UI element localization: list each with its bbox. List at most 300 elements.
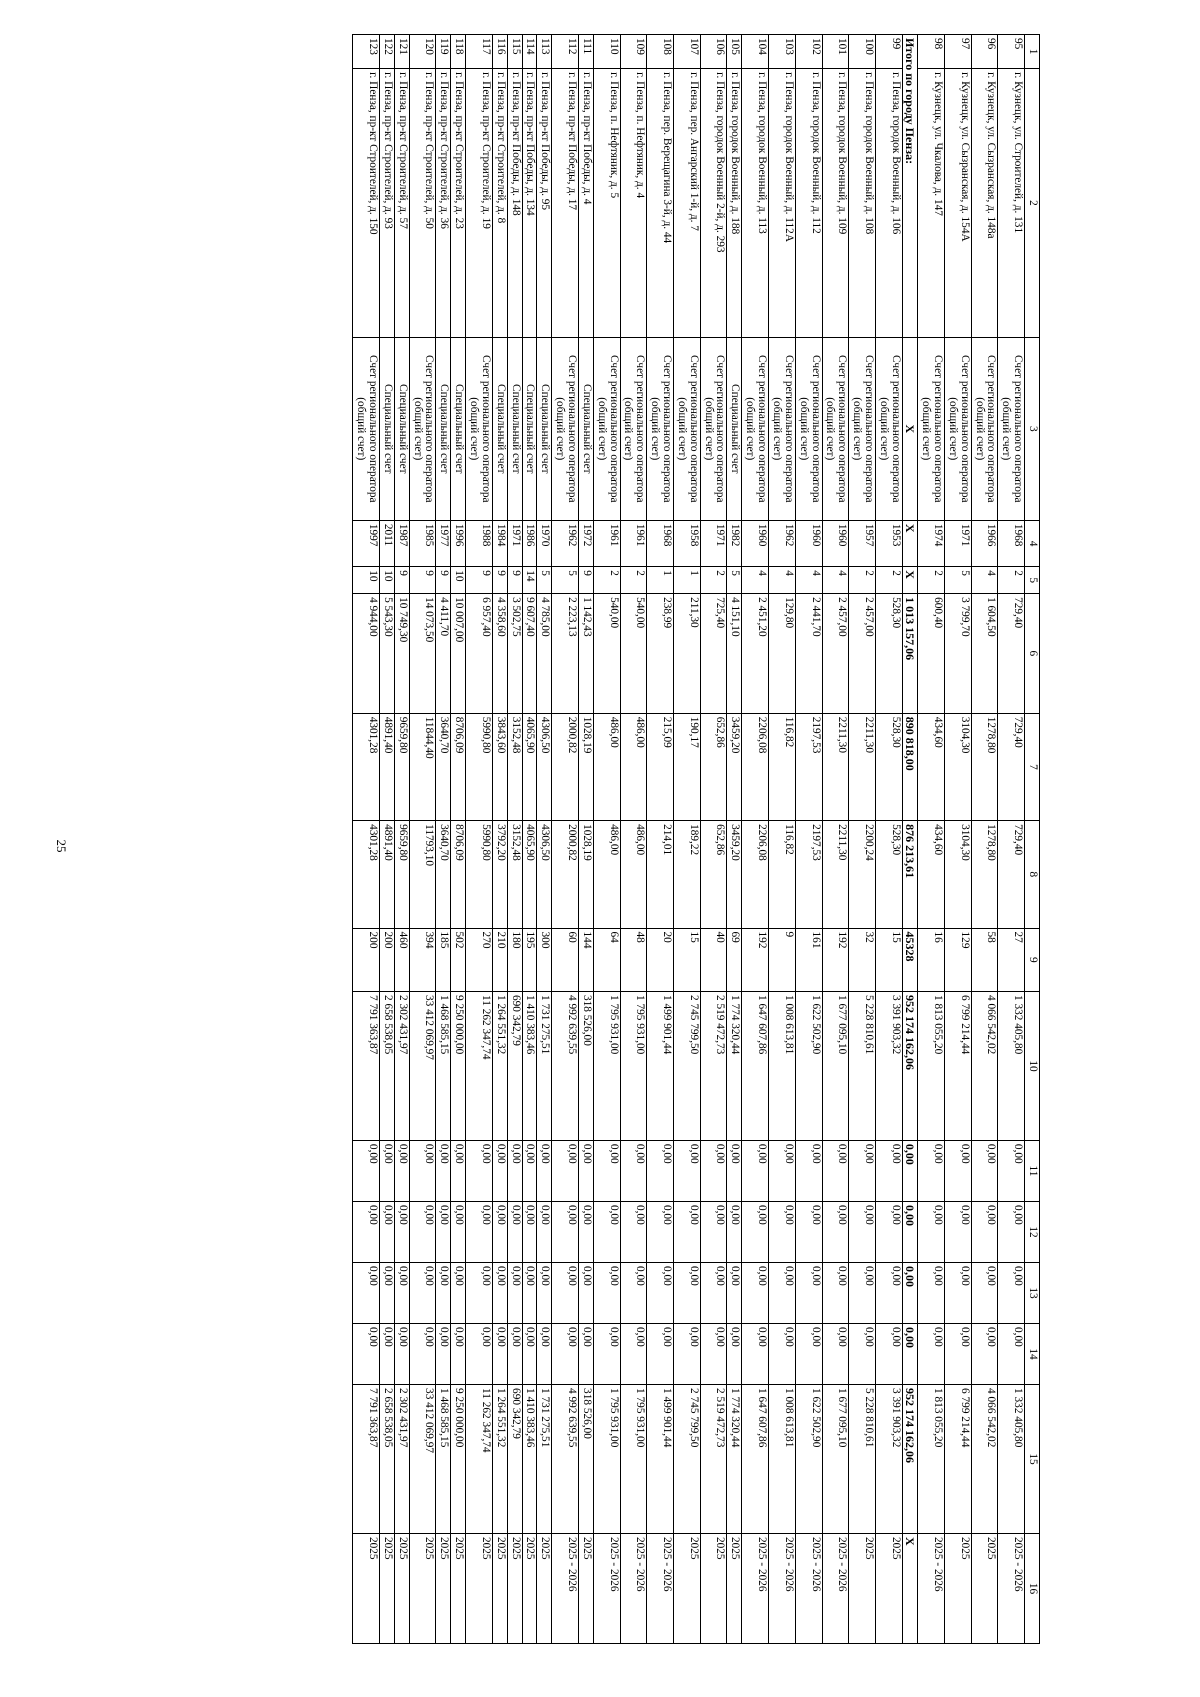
table-cell: 2 [700, 567, 727, 594]
table-cell: 117 [466, 35, 493, 69]
table-cell: 2025 - 2026 [795, 1533, 822, 1643]
table-cell: 45328 [902, 928, 918, 991]
table-cell: 4306,50 [537, 713, 552, 820]
table-cell: 2 451,20 [742, 594, 769, 714]
table-cell: 129,80 [769, 594, 796, 714]
table-cell: 3104,30 [944, 821, 971, 928]
table-cell: 4 151,10 [727, 594, 742, 714]
table-cell: 876 213,61 [902, 821, 918, 928]
table-cell: 0,00 [579, 1140, 594, 1201]
table-cell: 107 [674, 35, 701, 69]
table-cell: 121 [394, 35, 409, 69]
table-cell: 8706,09 [451, 821, 466, 928]
table-cell: 0,00 [537, 1201, 552, 1262]
table-cell: 99 [875, 35, 902, 69]
table-cell: 1960 [742, 520, 769, 566]
table-row [353, 35, 380, 1644]
table-cell: 3792,20 [492, 821, 507, 928]
table-cell: 129 [944, 928, 971, 991]
table-cell: 952 174 162,06 [902, 1385, 918, 1534]
table-cell: 1961 [593, 520, 620, 566]
table-cell: 3640,70 [436, 821, 451, 928]
page-number: 25 [54, 839, 69, 853]
table-cell: 2025 - 2026 [769, 1533, 796, 1643]
table-cell: 2011 [380, 520, 395, 566]
table-cell: 0,00 [579, 1201, 594, 1262]
table-cell: 1986 [522, 520, 537, 566]
table-cell: 0,00 [971, 1262, 998, 1323]
table-cell: 2025 - 2026 [918, 1533, 945, 1643]
table-row [998, 35, 1025, 1644]
table-cell: 2025 [700, 1533, 727, 1643]
table-cell: 0,00 [436, 1262, 451, 1323]
table-cell: 2211,30 [822, 821, 849, 928]
table-cell: 0,00 [507, 1140, 522, 1201]
table-cell: 0,00 [492, 1262, 507, 1323]
column-number: 7 [1025, 713, 1040, 820]
column-number: 10 [1025, 992, 1040, 1141]
table-cell: 725,40 [700, 594, 727, 714]
table-cell: г. Пенза, пр-кт Победы, д. 17 [552, 69, 579, 338]
table-cell: 116,82 [769, 821, 796, 928]
table-cell: 0,00 [902, 1262, 918, 1323]
table-cell: 0,00 [875, 1201, 902, 1262]
table-cell: 1971 [700, 520, 727, 566]
table-cell: 14 [522, 567, 537, 594]
table-cell: 0,00 [742, 1201, 769, 1262]
table-cell: 0,00 [727, 1201, 742, 1262]
table-cell: 0,00 [507, 1262, 522, 1323]
table-cell: Счет регионального оператора (общий счет) [620, 337, 647, 520]
table-cell: 1974 [918, 520, 945, 566]
table-cell: 0,00 [769, 1140, 796, 1201]
table-cell: 2025 - 2026 [552, 1533, 579, 1643]
table-cell: 0,00 [552, 1262, 579, 1323]
capital-repair-table [352, 34, 1040, 1644]
column-number: 11 [1025, 1140, 1040, 1201]
table-cell: 109 [620, 35, 647, 69]
table-cell: 486,00 [620, 821, 647, 928]
table-cell: 0,00 [451, 1324, 466, 1385]
table-cell: 1 731 275,51 [537, 992, 552, 1141]
table-cell: 5 543,30 [380, 594, 395, 714]
table-cell: Специальный счет [436, 337, 451, 520]
table-cell: 0,00 [593, 1201, 620, 1262]
table-cell: 1 677 095,10 [822, 1385, 849, 1534]
table-cell: 195 [522, 928, 537, 991]
table-cell: 144 [579, 928, 594, 991]
table-cell: 0,00 [822, 1324, 849, 1385]
table-cell: 0,00 [849, 1324, 876, 1385]
table-cell: г. Пенза, пер. Ангарский 1-й, д. 7 [674, 69, 701, 338]
table-cell: 2 [620, 567, 647, 594]
table-cell: г. Пенза, пр-кт Победы, д. 4 [579, 69, 594, 338]
table-cell: 1 142,43 [579, 594, 594, 714]
table-row [394, 35, 409, 1644]
table-cell: 116,82 [769, 713, 796, 820]
table-cell: Счет регионального оператора (общий счет) [918, 337, 945, 520]
table-cell: 10 [380, 567, 395, 594]
table-cell: 48 [620, 928, 647, 991]
table-cell: 15 [674, 928, 701, 991]
table-cell: 5 [537, 567, 552, 594]
table-cell: 1996 [451, 520, 466, 566]
table-cell: 2206,08 [742, 713, 769, 820]
table-cell: 2025 [492, 1533, 507, 1643]
table-cell: 5 228 810,61 [849, 1385, 876, 1534]
table-cell: 1 [674, 567, 701, 594]
table-cell: 1278,80 [971, 821, 998, 928]
table-cell: 214,01 [647, 821, 674, 928]
table-cell: 2025 [436, 1533, 451, 1643]
table-cell: г. Пенза, п. Нефтяник, д. 5 [593, 69, 620, 338]
table-cell: 0,00 [674, 1324, 701, 1385]
table-cell: 215,09 [647, 713, 674, 820]
table-cell: 2 [593, 567, 620, 594]
table-cell: 2197,53 [795, 713, 822, 820]
table-cell: 0,00 [466, 1140, 493, 1201]
table-cell: 0,00 [380, 1262, 395, 1323]
table-cell: 0,00 [849, 1140, 876, 1201]
table-cell: 540,00 [593, 594, 620, 714]
table-cell: 0,00 [944, 1201, 971, 1262]
table-cell: Счет регионального оператора (общий счет) [552, 337, 579, 520]
table-cell: 528,30 [875, 821, 902, 928]
table-cell: 101 [822, 35, 849, 69]
table-cell: 185 [436, 928, 451, 991]
table-cell: 123 [353, 35, 380, 69]
table-cell: 2025 [394, 1533, 409, 1643]
table-cell: 116 [492, 35, 507, 69]
table-cell: 97 [944, 35, 971, 69]
table-cell: 2197,53 [795, 821, 822, 928]
table-cell: 0,00 [902, 1140, 918, 1201]
table-cell: 1960 [795, 520, 822, 566]
table-cell: 729,40 [998, 594, 1025, 714]
table-cell: 2211,30 [849, 713, 876, 820]
table-cell: 1 677 095,10 [822, 992, 849, 1141]
table-cell: 106 [700, 35, 727, 69]
table-cell: 1968 [998, 520, 1025, 566]
table-cell: 192 [822, 928, 849, 991]
table-cell: 0,00 [436, 1324, 451, 1385]
table-cell: 0,00 [918, 1262, 945, 1323]
table-cell: 2 519 472,73 [700, 1385, 727, 1534]
table-cell: 1 468 585,15 [436, 1385, 451, 1534]
table-cell: 3104,30 [944, 713, 971, 820]
table-cell: 110 [593, 35, 620, 69]
table-cell: 0,00 [620, 1262, 647, 1323]
table-cell: 2 223,13 [552, 594, 579, 714]
table-cell: 9 [579, 567, 594, 594]
table-cell: 2 745 799,50 [674, 1385, 701, 1534]
table-cell: 729,40 [998, 713, 1025, 820]
table-row [579, 35, 594, 1644]
table-cell: Счет регионального оператора (общий счет) [944, 337, 971, 520]
table-cell: 1 264 551,32 [492, 1385, 507, 1534]
table-cell: 1 013 157,06 [902, 594, 918, 714]
table-cell: 9 [409, 567, 436, 594]
table-cell: 1985 [409, 520, 436, 566]
table-row [944, 35, 971, 1644]
table-cell: 0,00 [492, 1324, 507, 1385]
table-cell: 0,00 [998, 1324, 1025, 1385]
table-cell: 4065,90 [522, 713, 537, 820]
table-body [353, 35, 1025, 1644]
table-cell: 4 358,60 [492, 594, 507, 714]
table-cell: Специальный счет [522, 337, 537, 520]
table-cell: 2 457,00 [849, 594, 876, 714]
table-cell: 0,00 [795, 1262, 822, 1323]
table-cell: 0,00 [409, 1201, 436, 1262]
table-cell: 9 [492, 567, 507, 594]
table-cell: 4 066 542,02 [971, 992, 998, 1141]
table-cell: 9659,80 [394, 821, 409, 928]
table-cell: 2 [918, 567, 945, 594]
table-cell: 1957 [849, 520, 876, 566]
table-cell: Счет регионального оператора (общий счет) [353, 337, 380, 520]
table-cell: 1961 [620, 520, 647, 566]
table-cell: 0,00 [674, 1262, 701, 1323]
table-cell: 118 [451, 35, 466, 69]
table-cell: 1 795 931,00 [593, 992, 620, 1141]
table-cell: 0,00 [436, 1201, 451, 1262]
column-number: 13 [1025, 1262, 1040, 1323]
table-cell: 114 [522, 35, 537, 69]
table-cell: 1 813 055,20 [918, 992, 945, 1141]
table-cell: 0,00 [492, 1201, 507, 1262]
table-cell: 3 391 903,32 [875, 1385, 902, 1534]
column-number: 1 [1025, 35, 1040, 69]
table-cell: г. Пенза, пр-кт Строителей, д. 19 [466, 69, 493, 338]
table-cell: 64 [593, 928, 620, 991]
table-cell: 2025 [537, 1533, 552, 1643]
table-cell: 1971 [507, 520, 522, 566]
table-cell: 32 [849, 928, 876, 991]
table-cell: 690 342,79 [507, 1385, 522, 1534]
table-cell: 0,00 [822, 1201, 849, 1262]
table-cell: 2025 [674, 1533, 701, 1643]
table-cell: 4 992 639,55 [552, 1385, 579, 1534]
table-cell: 0,00 [394, 1201, 409, 1262]
table-cell: 0,00 [353, 1201, 380, 1262]
table-cell: 4891,40 [380, 713, 395, 820]
table-cell: 0,00 [593, 1324, 620, 1385]
table-cell: 11 262 347,74 [466, 1385, 493, 1534]
table-cell: 300 [537, 928, 552, 991]
table-cell: г. Кузнецк, ул. Сызранская, д. 148а [971, 69, 998, 338]
table-cell: 2 302 431,97 [394, 1385, 409, 1534]
table-cell: 0,00 [620, 1201, 647, 1262]
table-cell: 5990,80 [466, 821, 493, 928]
table-row [849, 35, 876, 1644]
table-cell: 20 [647, 928, 674, 991]
table-cell: 0,00 [769, 1324, 796, 1385]
table-cell: 40 [700, 928, 727, 991]
table-row [742, 35, 769, 1644]
table-cell: 1 647 607,86 [742, 1385, 769, 1534]
table-cell: 2025 [466, 1533, 493, 1643]
table-cell: 2025 [353, 1533, 380, 1643]
table-cell: 0,00 [466, 1324, 493, 1385]
table-cell: 3459,20 [727, 821, 742, 928]
table-cell: 4891,40 [380, 821, 395, 928]
table-cell: 2 658 538,05 [380, 1385, 395, 1534]
table-cell: 122 [380, 35, 395, 69]
table-cell: 434,60 [918, 713, 945, 820]
table-cell: 0,00 [769, 1201, 796, 1262]
table-cell: 5 [552, 567, 579, 594]
table-cell: 11844,40 [409, 713, 436, 820]
table-cell: 0,00 [647, 1140, 674, 1201]
table-cell: 652,86 [700, 821, 727, 928]
table-cell: 0,00 [971, 1201, 998, 1262]
column-number: 15 [1025, 1385, 1040, 1534]
table-cell: 0,00 [353, 1140, 380, 1201]
table-cell: 14 073,50 [409, 594, 436, 714]
table-cell: 0,00 [727, 1140, 742, 1201]
table-cell: 0,00 [674, 1201, 701, 1262]
table-cell: 4 944,00 [353, 594, 380, 714]
table-cell: 2211,30 [822, 713, 849, 820]
table-cell: 0,00 [394, 1324, 409, 1385]
table-cell: Счет регионального оператора (общий счет) [822, 337, 849, 520]
table-cell: 4 [769, 567, 796, 594]
table-cell: 0,00 [409, 1324, 436, 1385]
table-cell: 1 468 585,15 [436, 992, 451, 1141]
table-cell: 0,00 [998, 1140, 1025, 1201]
table-cell: 33 412 069,97 [409, 1385, 436, 1534]
table-cell: 1 499 901,44 [647, 992, 674, 1141]
table-cell: 10 007,00 [451, 594, 466, 714]
table-cell: 0,00 [700, 1201, 727, 1262]
table-cell: 98 [918, 35, 945, 69]
table-cell: 0,00 [593, 1262, 620, 1323]
table-cell: Счет регионального оператора (общий счет) [593, 337, 620, 520]
table-cell: 1968 [647, 520, 674, 566]
table-cell: 192 [742, 928, 769, 991]
table-row [466, 35, 493, 1644]
table-cell: 2025 [849, 1533, 876, 1643]
column-number: 6 [1025, 594, 1040, 714]
table-cell: 3 799,70 [944, 594, 971, 714]
table-cell: 2025 [727, 1533, 742, 1643]
table-cell: 200 [380, 928, 395, 991]
table-cell: 0,00 [700, 1140, 727, 1201]
table-cell: 0,00 [875, 1262, 902, 1323]
column-number: 4 [1025, 520, 1040, 566]
table-cell: 1958 [674, 520, 701, 566]
table-cell: 0,00 [742, 1140, 769, 1201]
table-cell: Счет регионального оператора (общий счет) [466, 337, 493, 520]
table-cell: 0,00 [353, 1262, 380, 1323]
table-row [451, 35, 466, 1644]
table-cell: 0,00 [998, 1262, 1025, 1323]
table-cell: Специальный счет [492, 337, 507, 520]
table-cell: 1 499 901,44 [647, 1385, 674, 1534]
table-cell: 0,00 [537, 1262, 552, 1323]
table-cell: 1 774 320,44 [727, 992, 742, 1141]
table-cell: 9 607,40 [522, 594, 537, 714]
table-cell: 1987 [394, 520, 409, 566]
table-cell: 104 [742, 35, 769, 69]
table-cell: 4 [822, 567, 849, 594]
table-cell: 0,00 [522, 1324, 537, 1385]
table-cell: 318 526,00 [579, 1385, 594, 1534]
table-cell: 1 264 551,32 [492, 992, 507, 1141]
table-row [902, 35, 918, 1644]
table-cell: 2025 - 2026 [620, 1533, 647, 1643]
table-cell: 600,40 [918, 594, 945, 714]
table-row [971, 35, 998, 1644]
table-cell: 69 [727, 928, 742, 991]
table-cell: г. Пенза, городок Военный 2-й, д. 293 [700, 69, 727, 338]
table-cell: Счет регионального оператора (общий счет) [849, 337, 876, 520]
table-cell: 0,00 [647, 1324, 674, 1385]
table-cell: 1278,80 [971, 713, 998, 820]
table-cell: г. Пенза, пр-кт Победы, д. 95 [537, 69, 552, 338]
table-cell: Специальный счет [380, 337, 395, 520]
table-cell: 4 [795, 567, 822, 594]
table-cell: 111 [579, 35, 594, 69]
table-row [875, 35, 902, 1644]
table-cell: 58 [971, 928, 998, 991]
table-cell: 1 332 405,80 [998, 992, 1025, 1141]
table-cell: 3 502,75 [507, 594, 522, 714]
table-cell: Счет регионального оператора (общий счет) [795, 337, 822, 520]
table-cell: 0,00 [944, 1324, 971, 1385]
table-cell: 0,00 [998, 1201, 1025, 1262]
table-cell: 2025 [944, 1533, 971, 1643]
table-cell: 2 [849, 567, 876, 594]
table-cell: 0,00 [620, 1324, 647, 1385]
table-cell: Счет регионального оператора (общий счет) [700, 337, 727, 520]
table-cell: 0,00 [579, 1324, 594, 1385]
table-cell: г. Пенза, пр-кт Строителей, д. 57 [394, 69, 409, 338]
table-cell: 0,00 [944, 1262, 971, 1323]
table-cell: 10 749,30 [394, 594, 409, 714]
table-cell: 4 411,70 [436, 594, 451, 714]
table-cell: 3152,48 [507, 713, 522, 820]
table-cell: 0,00 [918, 1324, 945, 1385]
column-number: 5 [1025, 567, 1040, 594]
table-cell: г. Пенза, городок Военный, д. 113 [742, 69, 769, 338]
table-cell: 0,00 [552, 1201, 579, 1262]
table-cell: 0,00 [742, 1262, 769, 1323]
table-cell: г. Пенза, городок Военный, д. 109 [822, 69, 849, 338]
table-cell: г. Пенза, пр-кт Строителей, д. 23 [451, 69, 466, 338]
table-row [380, 35, 395, 1644]
table-cell: Счет регионального оператора (общий счет) [998, 337, 1025, 520]
table-row [436, 35, 451, 1644]
table-cell: 27 [998, 928, 1025, 991]
table-row [700, 35, 727, 1644]
table-cell: 690 342,79 [507, 992, 522, 1141]
table-cell: 3843,60 [492, 713, 507, 820]
table-cell: 210 [492, 928, 507, 991]
table-cell: Специальный счет [394, 337, 409, 520]
table-cell: 0,00 [822, 1140, 849, 1201]
table-cell: 0,00 [394, 1262, 409, 1323]
table-cell: 120 [409, 35, 436, 69]
table-cell: 7 791 363,87 [353, 1385, 380, 1534]
table-cell: 105 [727, 35, 742, 69]
table-row [795, 35, 822, 1644]
table-cell: 2200,24 [849, 821, 876, 928]
table-cell: 1 795 931,00 [593, 1385, 620, 1534]
table-cell: 5 228 810,61 [849, 992, 876, 1141]
table-cell: 0,00 [769, 1262, 796, 1323]
